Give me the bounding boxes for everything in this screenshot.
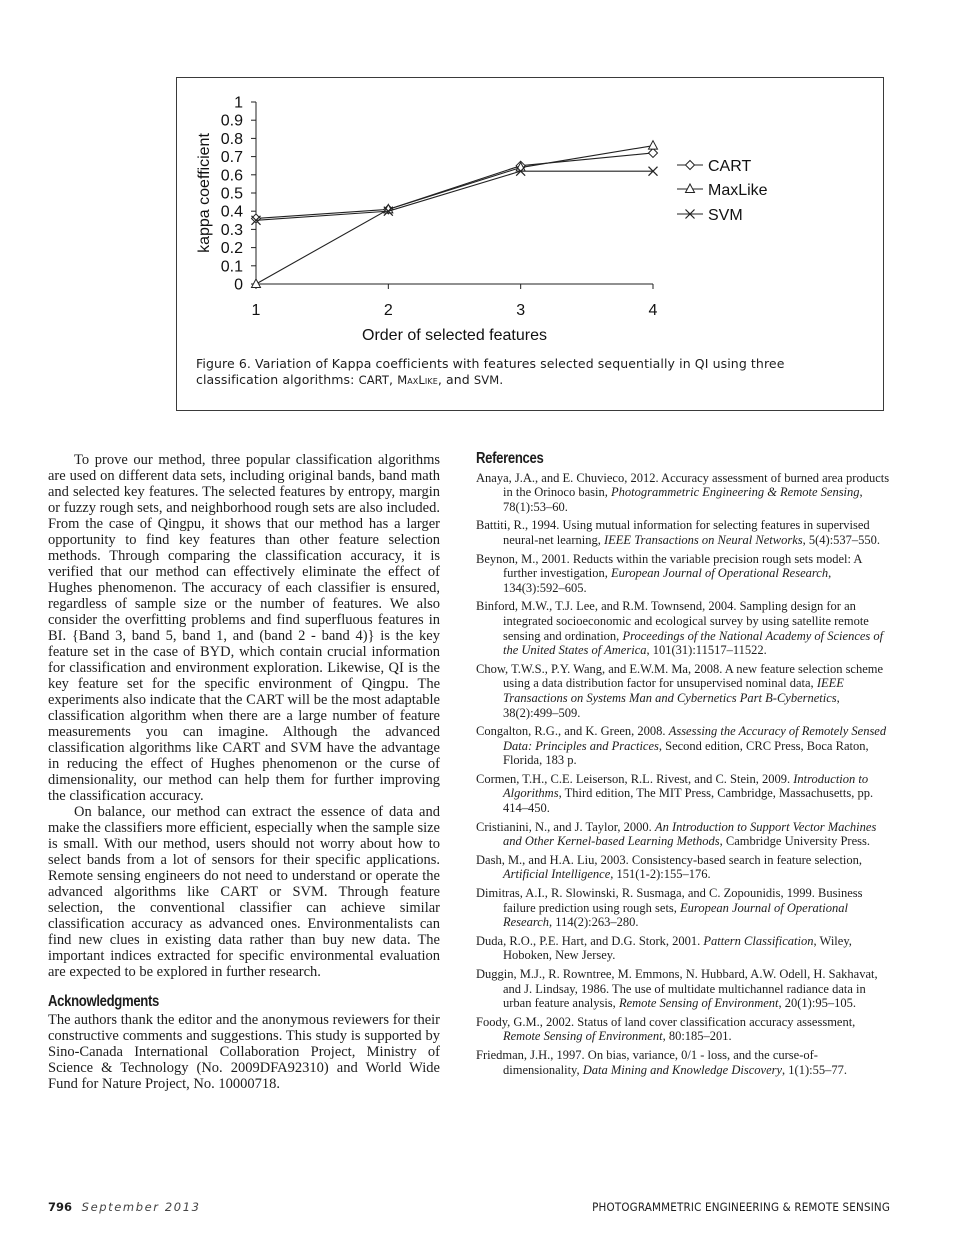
legend-label-maxlike: MaxLike — [708, 182, 768, 199]
reference-item: Battiti, R., 1994. Using mutual information for selecting features in supervised neural-net learning, IEEE Transactions on Neural Networks, 5(4):537–550. — [476, 518, 881, 547]
reference-item: Binford, M.W., T.J. Lee, and R.M. Townsend, 2004. Sampling design for an integrated socioeconomic and ecological survey by using satellite remote sensing and ordination, Proceedings of the National Academy of Sciences of the United States of America, 101(31):11517–11522. — [476, 599, 884, 658]
reference-item: Friedman, J.H., 1997. On bias, variance, 0/1 - loss, and the curse-of-dimensionality, Data Mining and Knowledge Discovery, 1(1):55–77. — [476, 1047, 847, 1077]
legend-marker-cart — [686, 161, 695, 170]
figure-6 — [176, 77, 884, 411]
body-paragraph-1: To prove our method, three popular classification algorithms are used on different data sets, including original bands, band math and selected key features. The selected features by entropy, margin or fuzzy rough sets, and neighborhood rough sets are also included. From the case of Qingpu, it shows that our method has a larger opportunity to find key features than other feature selection methods. Through comparing the classification accuracy, it is verified that our method can effectively eliminate the effect of Hughes phenomenon. The accuracy of each classifier is ensured, regardless of sample size or the number of features. We also consider the overfitting problems and find superfluous features in BI. {Band 3, band 5, band 1, and (band 2 - band 4)} is the key feature set in the case of BYD, which contain crucial information for classification and environment exploration. Likewise, QI is the key feature set for the specific environment of Qingpu. The experiments also indicate that the CART will be the most adaptable classification algorithm when there are a large number of feature measurements you can imagine. Although the advanced classification algorithms like CART and SVM have the advantage in reducing the effect of Hughes phenomenon or the curse of dimensionality, our method can help them for further improving the classification accuracy. — [48, 452, 440, 804]
x-tick-label: 4 — [648, 302, 658, 319]
acknowledgments-text: The authors thank the editor and the anonymous reviewers for their constructive comments and suggestions. This study is supported by Sino-Canada International Collaboration Project, Ministry of Science & Technology (No. 2009DFA92310) and World Wide Fund for Nature Project, No. 10000718. — [48, 1012, 440, 1092]
right-column — [476, 452, 892, 1081]
reference-item: Beynon, M., 2001. Reducts within the variable precision rough sets model: A further investigation, European Journal of Operational Research, 134(3):592–605. — [476, 551, 862, 595]
reference-item: Foody, G.M., 2002. Status of land cover classification accuracy assessment, Remote Sensing of Environment, 80:185–201. — [476, 1014, 856, 1044]
legend-marker-maxlike — [686, 184, 695, 193]
reference-item: Anaya, J.A., and E. Chuvieco, 2012. Accuracy assessment of burned area products in the Orinoco basin, Photogrammetric Engineering & Remote Sensing, 78(1):53–60. — [476, 470, 890, 514]
y-tick-label: 1 — [234, 94, 243, 112]
series-line-svm — [256, 171, 653, 220]
y-tick-label: 0.9 — [220, 112, 243, 130]
x-tick-label: 3 — [516, 302, 526, 319]
reference-item: Chow, T.W.S., P.Y. Wang, and E.W.M. Ma, 2008. A new feature selection scheme using a data distribution factor for unsupervised nominal data, IEEE Transactions on Systems Man and Cybernetics Part B-Cybernetics, 38(2):499–509. — [476, 661, 884, 720]
reference-item: Congalton, R.G., and K. Green, 2008. Assessing the Accuracy of Remotely Sensed Data: Principles and Practices, Second edition, CRC Press, Boca Raton, Florida, 183 p. — [476, 724, 887, 768]
y-tick-label: 0.7 — [220, 149, 243, 167]
reference-list — [476, 471, 892, 1078]
references-heading: References — [476, 450, 544, 467]
x-tick-label: 1 — [251, 302, 261, 319]
point-maxlike — [252, 279, 261, 288]
reference-item: Duggin, M.J., R. Rowntree, M. Emmons, N. Hubbard, A.W. Odell, H. Sakhavat, and J. Lindsay, 1986. The use of multidate multichannel radiance data in urban feature analysis, Remote Sensing of Environment, 20(1):95–105. — [476, 967, 878, 1011]
y-tick-label: 0.8 — [220, 130, 243, 148]
point-maxlike — [649, 141, 658, 150]
x-tick-label: 2 — [383, 302, 393, 319]
y-tick-label: 0.2 — [220, 240, 243, 258]
legend-label-cart: CART — [708, 158, 752, 175]
series-line-cart — [256, 153, 653, 219]
left-column — [48, 452, 440, 1092]
page-number: 796 — [48, 1200, 73, 1214]
reference-item: Cormen, T.H., C.E. Leiserson, R.L. Rivest, and C. Stein, 2009. Introduction to Algorithms, Third edition, The MIT Press, Cambridge, Massachusetts, pp. 414–450. — [476, 771, 874, 816]
y-tick-label: 0.6 — [220, 167, 243, 185]
figure-caption: Figure 6. Variation of Kappa coefficients with features selected sequentially in QI using three classification algorithms: CART, MaxLike, and SVM. — [196, 356, 785, 387]
acknowledgments-heading: Acknowledgments — [48, 993, 160, 1010]
body-paragraph-2: On balance, our method can extract the essence of data and make the classifiers more efficient, especially when the sample size is small. With our method, users should not worry about how to select bands from a lot of sensors for their specific applications. Remote sensing engineers do not need to understand or operate the advanced algorithms like CART or SVM. Through feature selection, the conventional classifier can achieve similar classification accuracy as advanced ones. Environmentalists can find new clues in existing data rather than buy new data. The important indices extracted for specific environmental evaluation are expected to be explored in further research. — [48, 804, 440, 980]
y-tick-label: 0.3 — [220, 221, 243, 239]
y-tick-label: 0.4 — [220, 203, 243, 221]
kappa-chart — [177, 78, 885, 378]
page-footer-left — [48, 1200, 201, 1214]
y-tick-label: 0 — [234, 276, 243, 294]
point-cart — [649, 148, 658, 157]
reference-item: Duda, R.O., P.E. Hart, and D.G. Stork, 2001. Pattern Classification, Wiley, Hoboken, New Jersey. — [476, 933, 852, 963]
y-tick-label: 0.5 — [220, 185, 243, 203]
point-cart — [252, 214, 261, 223]
issue-date: September 2013 — [81, 1200, 201, 1214]
y-axis-label: kappa coefficient — [196, 133, 213, 253]
x-axis-label: Order of selected features — [362, 327, 547, 344]
legend-label-svm: SVM — [708, 207, 743, 224]
y-tick-label: 0.1 — [220, 258, 243, 276]
journal-name: PHOTOGRAMMETRIC ENGINEERING & REMOTE SENSING — [592, 1200, 890, 1214]
reference-item: Cristianini, N., and J. Taylor, 2000. An Introduction to Support Vector Machines and Other Kernel-based Learning Methods, Cambridge University Press. — [476, 819, 877, 849]
reference-item: Dash, M., and H.A. Liu, 2003. Consistency-based search in feature selection, Artificial Intelligence, 151(1-2):155–176. — [476, 852, 863, 882]
reference-item: Dimitras, A.I., R. Slowinski, R. Susmaga, and C. Zopounidis, 1999. Business failure prediction using rough sets, European Journal of Operational Research, 114(2):263–280. — [476, 886, 863, 930]
